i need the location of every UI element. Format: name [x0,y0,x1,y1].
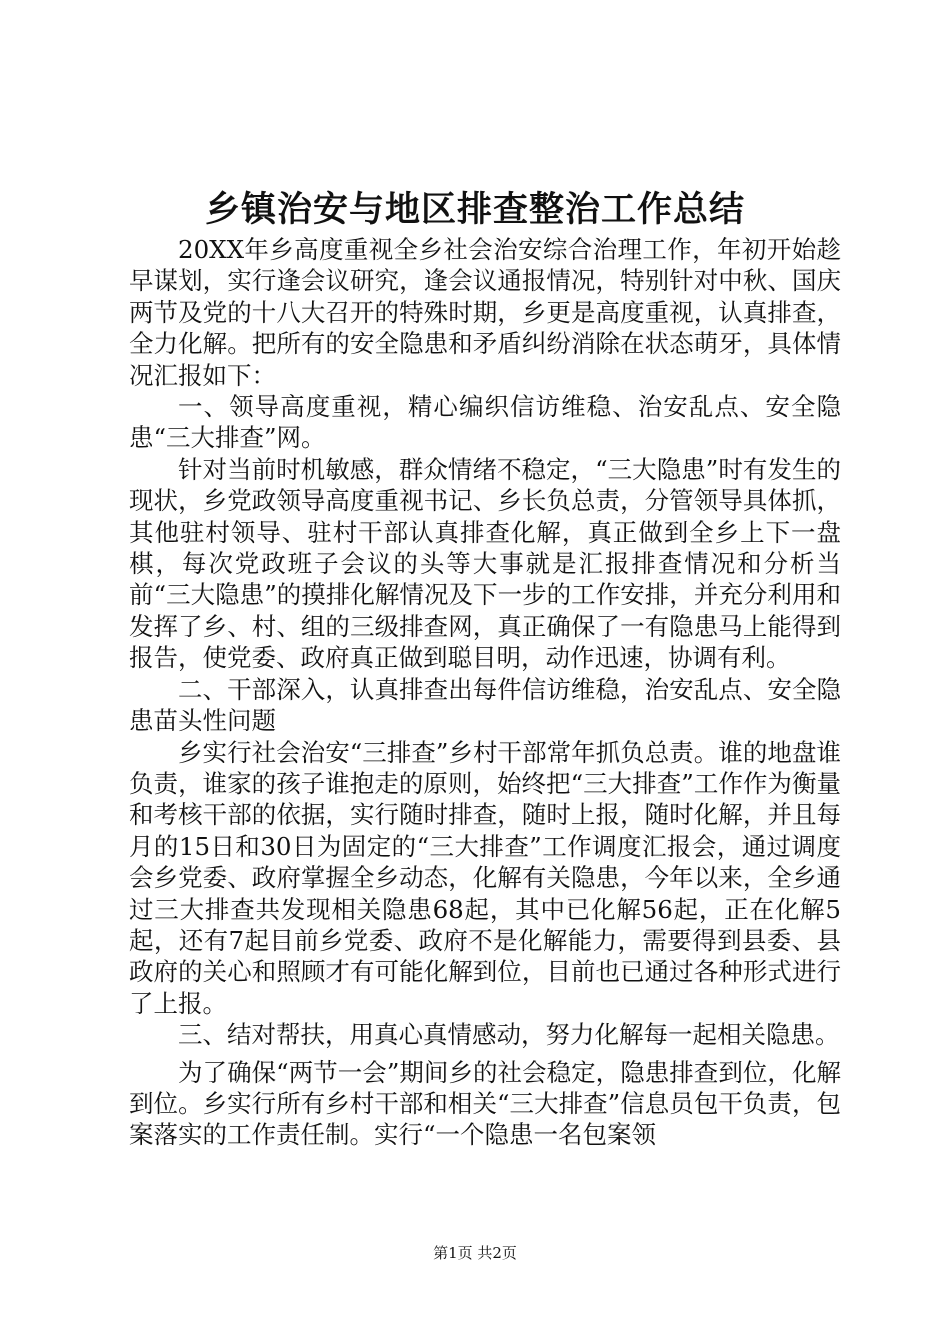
paragraph-section-1: 针对当前时机敏感，群众情绪不稳定，“三大隐患”时有发生的现状，乡党政领导高度重视书记、乡长负总责，分管领导具体抓，其他驻村领导、驻村干部认真排查化解，真正做到全乡上下一盘棋，每次党政班子会议的头等大事就是汇报排查情况和分析当前“三大隐患”的摸排化解情况及下一步的工作安排，并充分利用和发挥了乡、村、组的三级排查网，真正确保了一有隐患马上能得到报告，使党委、政府真正做到聪目明，动作迅速，协调有利。 [129,454,841,673]
paragraph-section-2: 乡实行社会治安“三排查”乡村干部常年抓负总责。谁的地盘谁负责，谁家的孩子谁抱走的原则，始终把“三大排查”工作作为衡量和考核干部的依据，实行随时排查，随时上报，随时化解，并且每月的15日和30日为固定的“三大排查”工作调度汇报会，通过调度会乡党委、政府掌握全乡动态，化解有关隐患，今年以来，全乡通过三大排查共发现相关隐患68起，其中已化解56起，正在化解5起，还有7起目前乡党委、政府不是化解能力，需要得到县委、县政府的关心和照顾才有可能化解到位，目前也已通过各种形式进行了上报。 [129,737,841,1018]
section-heading-1: 一、领导高度重视，精心编织信访维稳、治安乱点、安全隐患“三大排查”网。 [129,392,841,453]
section-heading-3: 三、结对帮扶，用真心真情感动，努力化解每一起相关隐患。 [178,1020,840,1050]
page-footer: 第1页 共2页 [433,1244,517,1262]
paragraph-section-3: 为了确保“两节一会”期间乡的社会稳定，隐患排查到位，化解到位。乡实行所有乡村干部和相关“三大排查”信息员包干负责，包案落实的工作责任制。实行“一个隐患一名包案领 [129,1057,841,1150]
document-title: 乡镇治安与地区排查整治工作总结 [204,189,745,230]
document-body [129,234,841,1151]
section-heading-2: 二、干部深入，认真排查出每件信访维稳，治安乱点、安全隐患苗头性问题 [129,674,841,736]
paragraph-intro: 20XX年乡高度重视全乡社会治安综合治理工作，年初开始趁早谋划，实行逢会议研究，逢会议通报情况，特别针对中秋、国庆两节及党的十八大召开的特殊时期，乡更是高度重视，认真排查，全力化解。把所有的安全隐患和矛盾纠纷消除在状态萌牙，具体情况汇报如下： [129,235,841,390]
